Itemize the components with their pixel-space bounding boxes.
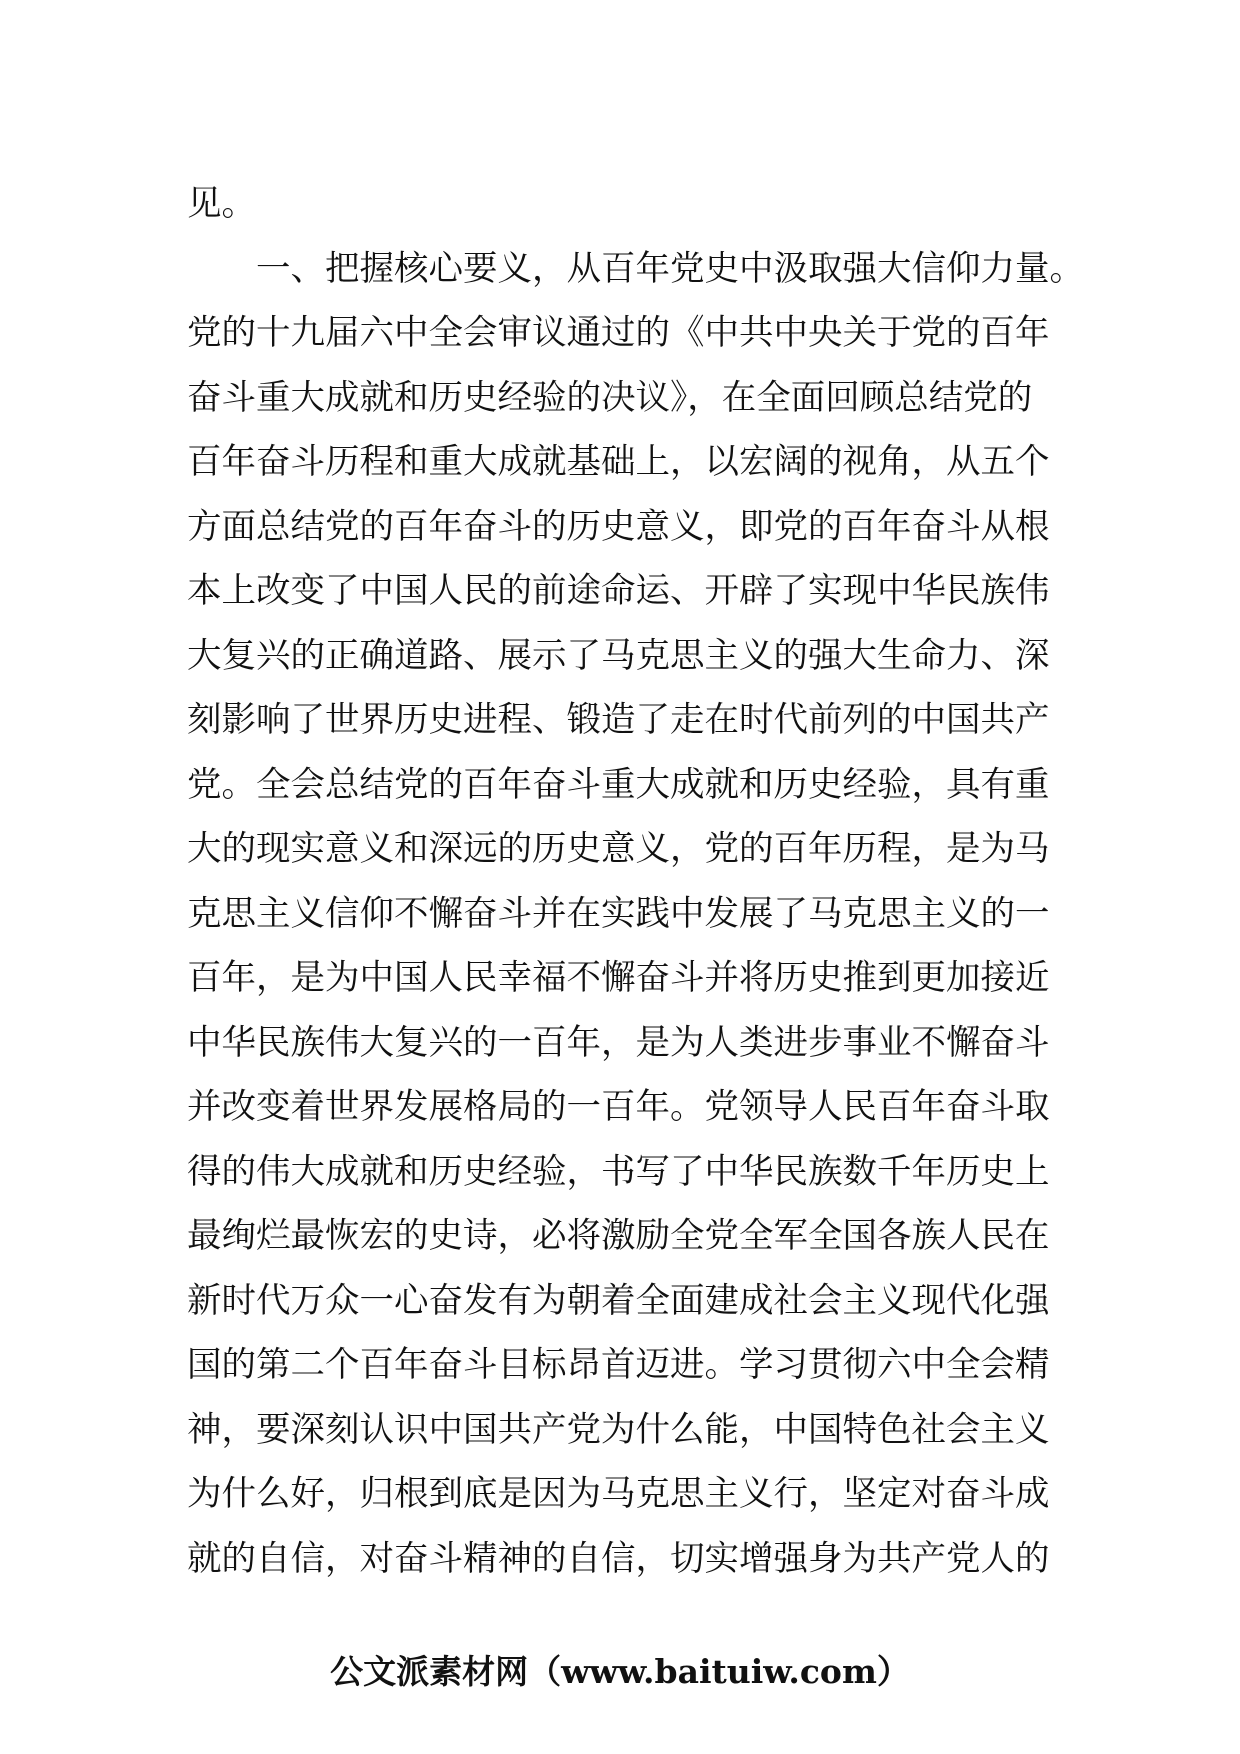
text-line: 就的自信，对奋斗精神的自信，切实增强身为共产党人的 [187, 1538, 1050, 1579]
text-line: 神，要深刻认识中国共产党为什么能，中国特色社会主义 [187, 1409, 1050, 1450]
text-line: 克思主义信仰不懈奋斗并在实践中发展了马克思主义的一 [187, 893, 1050, 934]
text-line: 党的十九届六中全会审议通过的《中共中央关于党的百年 [187, 313, 1050, 353]
text-line: 本上改变了中国人民的前途命运、开辟了实现中华民族伟 [187, 571, 1050, 611]
text-line: 百年奋斗历程和重大成就基础上，以宏阔的视角，从五个 [187, 442, 1050, 482]
text-line: 百年，是为中国人民幸福不懈奋斗并将历史推到更加接近 [187, 958, 1050, 998]
page-footer: 公文派素材网（www.baituiw.com） [330, 1652, 910, 1691]
text-line: 并改变着世界发展格局的一百年。党领导人民百年奋斗取 [187, 1087, 1050, 1127]
text-line: 大复兴的正确道路、展示了马克思主义的强大生命力、深 [187, 635, 1050, 676]
text-line: 刻影响了世界历史进程、锻造了走在时代前列的中国共产 [187, 700, 1050, 740]
text-line: 新时代万众一心奋发有为朝着全面建成社会主义现代化强 [187, 1280, 1050, 1321]
text-line: 国的第二个百年奋斗目标昂首迈进。学习贯彻六中全会精 [187, 1345, 1050, 1385]
text-line: 党。全会总结党的百年奋斗重大成就和历史经验，具有重 [187, 764, 1050, 805]
text-line: 中华民族伟大复兴的一百年，是为人类进步事业不懈奋斗 [187, 1022, 1050, 1063]
text-line: 大的现实意义和深远的历史意义，党的百年历程，是为马 [187, 829, 1050, 869]
text-line: 为什么好，归根到底是因为马克思主义行，坚定对奋斗成 [187, 1474, 1050, 1514]
text-line: 得的伟大成就和历史经验，书写了中华民族数千年历史上 [187, 1151, 1050, 1192]
section-heading-line: 一、把握核心要义，从百年党史中汲取强大信仰力量。 [256, 248, 1084, 289]
body-text [187, 172, 1084, 1591]
text-line: 方面总结党的百年奋斗的历史意义，即党的百年奋斗从根 [187, 506, 1050, 547]
text-line: 见。 [187, 184, 256, 224]
text-line: 最绚烂最恢宏的史诗，必将激励全党全军全国各族人民在 [187, 1216, 1050, 1256]
text-line: 奋斗重大成就和历史经验的决议》，在全面回顾总结党的 [187, 377, 1033, 418]
